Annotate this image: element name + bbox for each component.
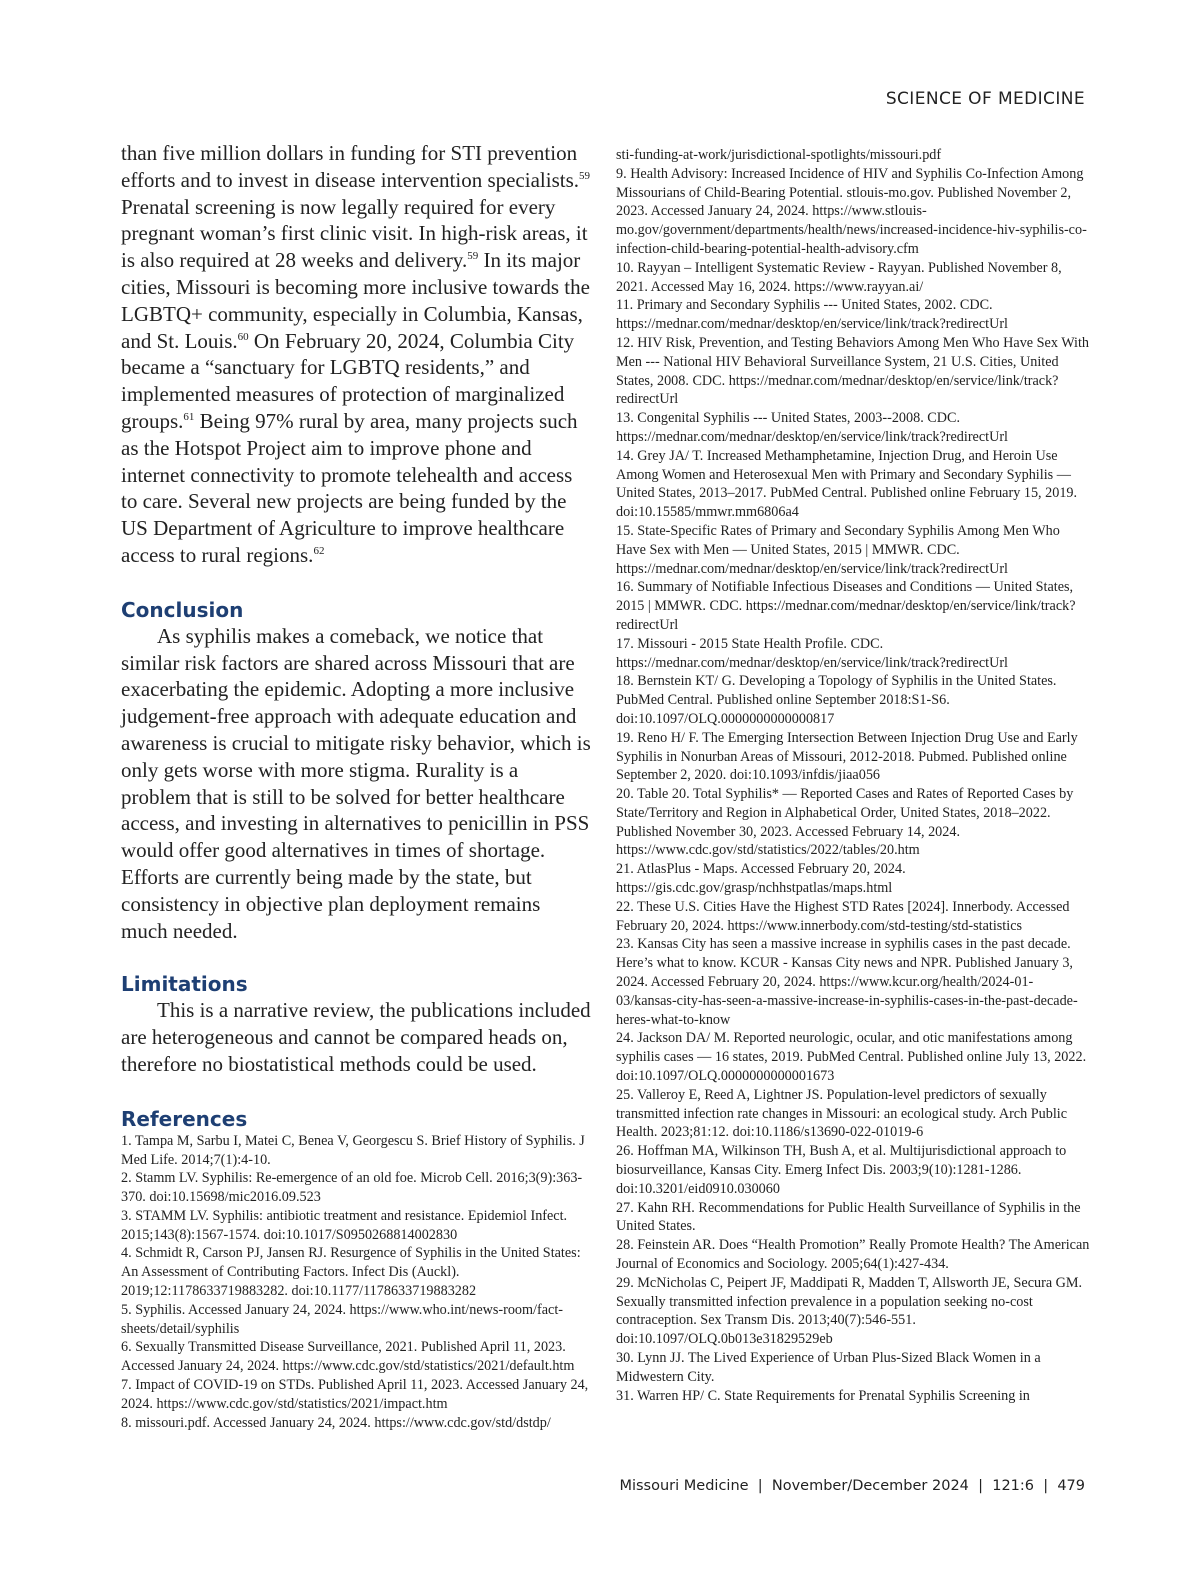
reference-item: 7. Impact of COVID-19 on STDs. Published April 11, 2023. Accessed January 24, 2024. https://www.cdc.gov/std/statistics/2021/impact.htm bbox=[121, 1377, 589, 1412]
reference-item: 11. Primary and Secondary Syphilis --- United States, 2002. CDC. https://mednar.com/mednar/desktop/en/service/link/track?redirectUrl bbox=[616, 297, 1008, 333]
references-list-right bbox=[616, 146, 1090, 1405]
body-text: Being 97% rural by area, many projects such as the Hotspot Project aim to improve phone and internet connectivity to promote telehealth and access to care. Several new projects are being funded by the US Department of Agriculture to improve healthcare access to rural regions. bbox=[121, 408, 578, 567]
reference-item: 30. Lynn JJ. The Lived Experience of Urban Plus-Sized Black Women in a Midwestern City. bbox=[616, 1350, 1041, 1385]
reference-item: 22. These U.S. Cities Have the Highest STD Rates [2024]. Innerbody. Accessed February 20, 2024. https://www.innerbody.com/std-testing/std-statistics bbox=[616, 898, 1070, 934]
reference-item: 10. Rayyan – Intelligent Systematic Review - Rayyan. Published November 8, 2021. Accessed May 16, 2024. https://www.rayyan.ai/ bbox=[616, 259, 1062, 295]
reference-item: 6. Sexually Transmitted Disease Surveillance, 2021. Published April 11, 2023. Accessed January 24, 2024. https://www.cdc.gov/std/statistics/2021/default.htm bbox=[121, 1339, 575, 1375]
references-list-left bbox=[121, 1132, 591, 1433]
section-header: SCIENCE OF MEDICINE bbox=[885, 89, 1085, 109]
references-heading: References bbox=[121, 1106, 248, 1131]
reference-item: 12. HIV Risk, Prevention, and Testing Behaviors Among Men Who Have Sex With Men --- National HIV Behavioral Surveillance System, 21 U.S. Cities, United States, 2008. CDC. https://mednar.com/mednar/desktop/en/service/link/track?redirectUrl bbox=[616, 334, 1090, 408]
reference-item: 26. Hoffman MA, Wilkinson TH, Bush A, et al. Multijurisdictional approach to biosurveillance, Kansas City. Emerg Infect Dis. 2003;9(10):1281-1286. doi:10.3201/eid0910.030060 bbox=[616, 1143, 1067, 1197]
citation-superscript: 60 bbox=[237, 330, 249, 343]
limitations-paragraph: This is a narrative review, the publications included are heterogeneous and cannot be compared heads on, therefore no biostatistical methods could be used. bbox=[121, 998, 591, 1076]
reference-item: 16. Summary of Notifiable Infectious Diseases and Conditions — United States, 2015 | MMWR. CDC. https://mednar.com/mednar/desktop/en/service/link/track?redirectUrl bbox=[616, 579, 1076, 633]
reference-item: 5. Syphilis. Accessed January 24, 2024. https://www.who.int/news-room/fact-sheets/detail/syphilis bbox=[121, 1301, 563, 1337]
reference-item: 2. Stamm LV. Syphilis: Re-emergence of an old foe. Microb Cell. 2016;3(9):363-370. doi:10.15698/mic2016.09.523 bbox=[121, 1170, 583, 1206]
reference-item: 9. Health Advisory: Increased Incidence of HIV and Syphilis Co-Infection Among Missourians of Child-Bearing Potential. stlouis-mo.gov. Published November 2, 2023. Accessed January 24, 2024. https://www.stlouis-mo.gov/government/departments/health/news/increased-incidence-hiv-syphilis-co-infection-child-bearing-potential-health-advisory.cfm bbox=[616, 165, 1087, 257]
reference-item: 24. Jackson DA/ M. Reported neurologic, ocular, and otic manifestations among syphilis cases — 16 states, 2019. PubMed Central. Published online July 13, 2022. doi:10.1097/OLQ.0000000000001673 bbox=[616, 1030, 1087, 1085]
reference-item: 29. McNicholas C, Peipert JF, Maddipati R, Madden T, Allsworth JE, Secura GM. Sexually transmitted infection prevalence in a population seeking no-cost contraception. Sex Transm Dis. 2013;40(7):546-551. doi:10.1097/OLQ.0b013e31829529eb bbox=[616, 1274, 1083, 1348]
reference-item: 23. Kansas City has seen a massive increase in syphilis cases in the past decade. Here’s what to know. KCUR - Kansas City news and NPR. Published January 3, 2024. Accessed February 20, 2024. https://www.kcur.org/health/2024-01-03/kansas-city-has-seen-a-massive-increase-in-syphilis-cases-in-the-past-decade-heres-what-to-know bbox=[616, 936, 1078, 1028]
intro-paragraph bbox=[121, 140, 591, 569]
reference-item: 1. Tampa M, Sarbu I, Matei C, Benea V, Georgescu S. Brief History of Syphilis. J Med Life. 2014;7(1):4-10. bbox=[121, 1132, 585, 1168]
body-text: On February 20, 2024, Columbia City became a “sanctuary for LGBTQ residents,” and implemented measures of protection of marginalized groups. bbox=[121, 328, 575, 433]
reference-item: 4. Schmidt R, Carson PJ, Jansen RJ. Resurgence of Syphilis in the United States: An Assessment of Contributing Factors. Infect Dis (Auckl). 2019;12:1178633719883282. doi:10.1177/1178633719883282 bbox=[121, 1245, 581, 1300]
citation-superscript: 59 bbox=[467, 250, 479, 263]
reference-item: 13. Congenital Syphilis --- United States, 2003--2008. CDC. https://mednar.com/mednar/desktop/en/service/link/track?redirectUrl bbox=[616, 410, 1008, 445]
citation-superscript: 61 bbox=[183, 410, 195, 423]
reference-item: 15. State-Specific Rates of Primary and Secondary Syphilis Among Men Who Have Sex with Men — United States, 2015 | MMWR. CDC. https://mednar.com/mednar/desktop/en/service/link/track?redirectUrl bbox=[616, 522, 1060, 577]
reference-item: 28. Feinstein AR. Does “Health Promotion” Really Promote Health? The American Journal of Economics and Sociology. 2005;64(1):427-434. bbox=[616, 1237, 1090, 1273]
citation-superscript: 59 bbox=[579, 169, 591, 182]
body-text: than five million dollars in funding for STI prevention efforts and to invest in disease intervention specialists. bbox=[121, 141, 580, 192]
reference-item: 14. Grey JA/ T. Increased Methamphetamine, Injection Drug, and Heroin Use Among Women and Heterosexual Men with Primary and Secondary Syphilis — United States, 2013–2017. PubMed Central. Published online February 15, 2019. doi:10.15585/mmwr.mm6806a4 bbox=[616, 447, 1078, 521]
limitations-heading: Limitations bbox=[121, 972, 248, 997]
conclusion-heading: Conclusion bbox=[121, 597, 244, 622]
body-text: Prenatal screening is now legally required for every pregnant woman’s first clinic visit. In high-risk areas, it is also required at 28 weeks and delivery. bbox=[121, 194, 588, 273]
reference-item: 3. STAMM LV. Syphilis: antibiotic treatment and resistance. Epidemiol Infect. 2015;143(8):1567-1574. doi:10.1017/S0950268814002830 bbox=[121, 1207, 568, 1243]
reference-item: 21. AtlasPlus - Maps. Accessed February 20, 2024. https://gis.cdc.gov/grasp/nchhstpatlas/maps.html bbox=[616, 861, 906, 897]
page-footer: Missouri Medicine | November/December 2024 | 121:6 | 479 bbox=[619, 1478, 1085, 1494]
citation-superscript: 62 bbox=[313, 544, 325, 557]
reference-item: 31. Warren HP/ C. State Requirements for Prenatal Syphilis Screening in bbox=[616, 1387, 1030, 1404]
body-text: In its major cities, Missouri is becoming more inclusive towards the LGBTQ+ community, especially in Columbia, Kansas, and St. Louis. bbox=[121, 248, 590, 353]
left-column bbox=[121, 140, 591, 1432]
reference-item: 20. Table 20. Total Syphilis* — Reported Cases and Rates of Reported Cases by State/Territory and Region in Alphabetical Order, United States, 2018–2022. Published November 30, 2023. Accessed February 14, 2024. https://www.cdc.gov/std/statistics/2022/tables/20.htm bbox=[616, 786, 1074, 859]
reference-item: 27. Kahn RH. Recommendations for Public Health Surveillance of Syphilis in the United States. bbox=[616, 1199, 1081, 1235]
reference-item: 19. Reno H/ F. The Emerging Intersection Between Injection Drug Use and Early Syphilis in Nonurban Areas of Missouri, 2012-2018. Pubmed. Published online September 2, 2020. doi:10.1093/infdis/jiaa056 bbox=[616, 729, 1078, 784]
reference-item: 18. Bernstein KT/ G. Developing a Topology of Syphilis in the United States. PubMed Central. Published online September 2018:S1-S6. doi:10.1097/OLQ.0000000000000817 bbox=[616, 673, 1057, 727]
conclusion-paragraph: As syphilis makes a comeback, we notice that similar risk factors are shared across Missouri that are exacerbating the epidemic. Adopting a more inclusive judgement-free approach with adequate education and awareness is crucial to mitigate risky behavior, which is only gets worse with more stigma. Rurality is a problem that is still to be solved for better healthcare access, and investing in alternatives to penicillin in PSS would offer good alternatives in times of shortage. Efforts are currently being made by the state, but consistency in objective plan deployment remains much needed. bbox=[121, 623, 591, 943]
reference-item: 17. Missouri - 2015 State Health Profile. CDC. https://mednar.com/mednar/desktop/en/service/link/track?redirectUrl bbox=[616, 635, 1008, 671]
reference-item: sti-funding-at-work/jurisdictional-spotlights/missouri.pdf bbox=[616, 147, 942, 163]
reference-item: 8. missouri.pdf. Accessed January 24, 2024. https://www.cdc.gov/std/dstdp/ bbox=[121, 1414, 551, 1431]
reference-item: 25. Valleroy E, Reed A, Lightner JS. Population-level predictors of sexually transmitted infection rate changes in Missouri: an ecological study. Arch Public Health. 2023;81:12. doi:10.1186/s13690-022-01019-6 bbox=[616, 1086, 1067, 1141]
